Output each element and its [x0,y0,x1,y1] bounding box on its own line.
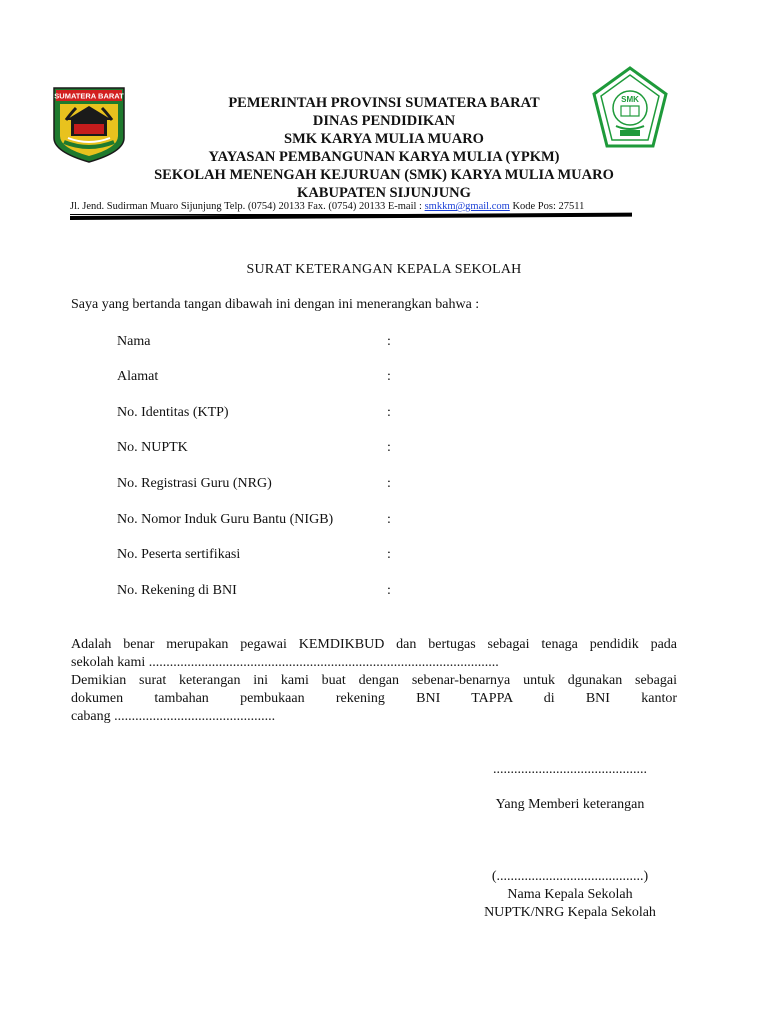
field-label-nrg: No. Registrasi Guru (NRG) [117,476,272,491]
header-line-5: SEKOLAH MENENGAH KEJURUAN (SMK) KARYA MULIA MUARO [154,167,614,183]
header-line-3: SMK KARYA MULIA MUARO [284,131,484,147]
paragraph-2-line-1: Demikian surat keterangan ini kami buat dengan sebenar-benarnya untuk dgunakan sebagai [71,673,677,688]
intro-text: Saya yang bertanda tangan dibawah ini dengan ini menerangkan bahwa : [71,297,480,312]
contact-suffix: Kode Pos: 27511 [509,201,585,212]
paragraph-statement [71,636,677,726]
signature-id: NUPTK/NRG Kepala Sekolah [484,905,656,920]
signature-giver: Yang Memberi keterangan [495,797,645,812]
contact-info [70,201,584,212]
paragraph-2-line-2: dokumen tambahan pembukaan rekening BNI TAPPA di BNI kantor [71,691,677,706]
field-colon: : [387,547,391,562]
field-label-nigb: No. Nomor Induk Guru Bantu (NIGB) [117,512,334,527]
field-colon: : [387,405,391,420]
field-colon: : [387,369,391,384]
paragraph-1-line-1: Adalah benar merupakan pegawai KEMDIKBUD dan bertugas sebagai tenaga pendidik pada [71,637,677,652]
field-colon: : [387,512,391,527]
header-line-2: DINAS PENDIDIKAN [312,113,456,129]
signature-blank: (..........................................) [491,869,649,884]
field-colon: : [387,583,391,598]
contact-prefix: Jl. Jend. Sudirman Muaro Sijunjung Telp. (0754) 20133 Fax. (0754) 20133 E-mail : [70,201,425,212]
email-link[interactable]: smkkm@gmail.com [424,201,510,212]
letter-title: SURAT KETERANGAN KEPALA SEKOLAH [246,262,522,277]
header-line-1: PEMERINTAH PROVINSI SUMATERA BARAT [228,95,540,111]
field-label-sertifikasi: No. Peserta sertifikasi [117,547,241,562]
field-label-nuptk: No. NUPTK [117,440,188,455]
svg-text:SUMATERA BARAT: SUMATERA BARAT [54,91,124,101]
paragraph-2-line-3: cabang .............................................. [71,709,276,724]
signature-name: Nama Kepala Sekolah [507,887,633,902]
header-line-6: KABUPATEN SIJUNJUNG [297,185,471,201]
header-line-4: YAYASAN PEMBANGUNAN KARYA MULIA (YPKM) [208,149,560,165]
field-label-rekening-bni: No. Rekening di BNI [117,583,237,598]
field-colon: : [387,440,391,455]
field-label-ktp: No. Identitas (KTP) [117,405,229,420]
signature-place-date: ............................................ [493,762,647,777]
field-colon: : [387,334,391,349]
field-colon: : [387,476,391,491]
svg-text:SMK: SMK [621,95,639,104]
paragraph-1-line-2: sekolah kami .................................................................................................... [71,655,499,670]
field-label-nama: Nama [117,334,151,349]
field-label-alamat: Alamat [117,369,159,384]
